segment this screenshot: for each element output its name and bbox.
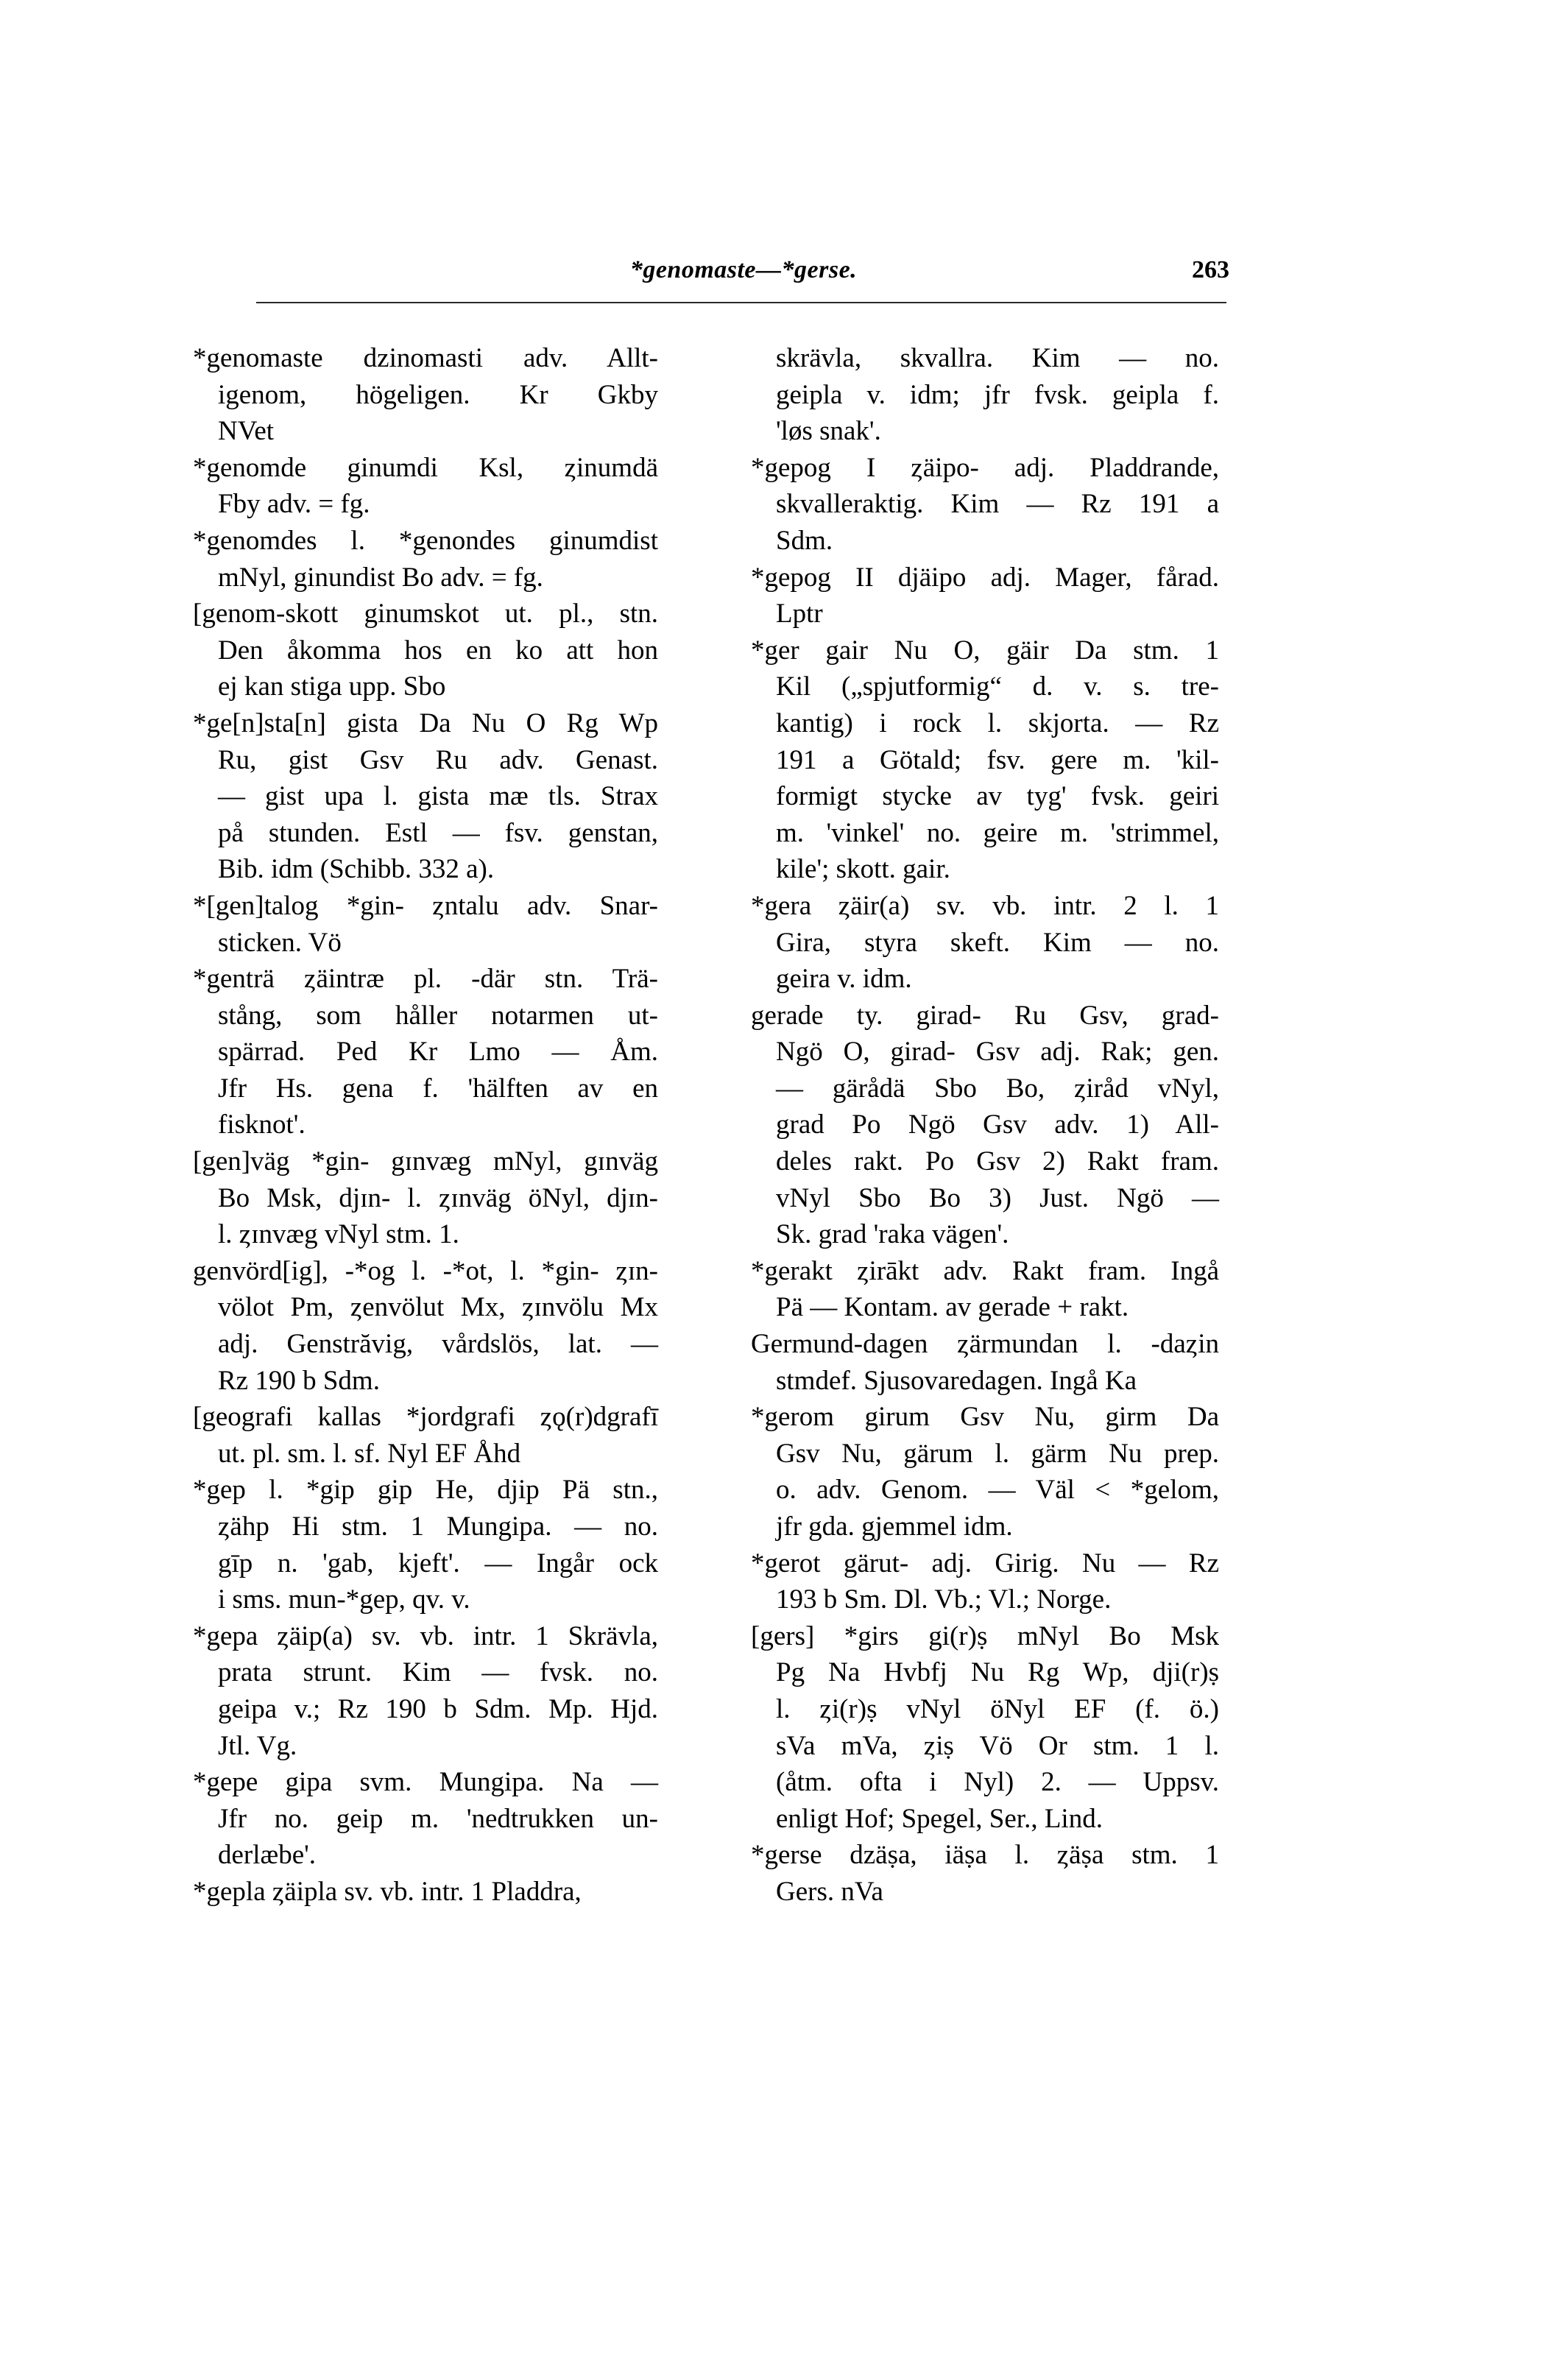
entry-line: Gers. nVa — [776, 1876, 883, 1907]
entry-line: Ngö O, girad- Gsv adj. Rak; gen. — [776, 1037, 1219, 1068]
entry-line: — gist upa l. gista mæ tls. Strax — [218, 781, 658, 812]
entry-line: formigt stycke av tyg' fvsk. geiri — [776, 781, 1219, 812]
entry-line: m. 'vinkel' no. geire m. 'strimmel, — [776, 817, 1219, 848]
entry-line: *gep l. *gip gip He, djip Pä stn., — [193, 1475, 658, 1506]
entry-line: Pä — Kontam. av gerade + rakt. — [776, 1292, 1129, 1323]
entry-line: stång, som håller notarmen ut- — [218, 1000, 658, 1031]
entry-line: Lptr — [776, 599, 823, 629]
page-number: 263 — [1192, 256, 1229, 283]
entry-line: deles rakt. Po Gsv 2) Rakt fram. — [776, 1146, 1219, 1177]
entry-line: Pg Na Hvbfj Nu Rg Wp, dji(r)ṣ — [776, 1657, 1219, 1688]
entry-line: vNyl Sbo Bo 3) Just. Ngö — — [776, 1182, 1219, 1213]
right-column — [751, 340, 1219, 1911]
entry-line: *genträ ȥäintræ pl. -där stn. Trä- — [193, 964, 658, 995]
entry-line: Bib. idm (Schibb. 332 a). — [218, 854, 495, 885]
entry-line: 'løs snak'. — [776, 416, 881, 447]
entry-line: prata strunt. Kim — fvsk. no. — [218, 1657, 658, 1688]
entry-line: *genomdes l. *genondes ginumdist — [193, 525, 658, 556]
entry-line: stmdef. Sjusovaredagen. Ingå Ka — [776, 1365, 1137, 1396]
entry-line: geira v. idm. — [776, 964, 912, 995]
entry-line: Gira, styra skeft. Kim — no. — [776, 927, 1219, 958]
entry-line: genvörd[ig], -*og l. -*ot, l. *gin- ȥɪn- — [193, 1255, 658, 1286]
entry-line: *gepog II djäipo adj. Mager, fårad. — [751, 562, 1219, 593]
entry-line: Jtl. Vg. — [218, 1730, 297, 1761]
entry-line: *gepla ȥäipla sv. vb. intr. 1 Pladdra, — [193, 1876, 582, 1907]
entry-line: geipla v. idm; jfr fvsk. geipla f. — [776, 379, 1219, 410]
entry-line: [gers] *girs gi(r)ṣ mNyl Bo Msk — [751, 1620, 1219, 1651]
entry-line: *gepe gipa svm. Mungipa. Na — — [193, 1767, 658, 1798]
entry-line: Jfr Hs. gena f. 'hälften av en — [218, 1073, 658, 1104]
entry-line: ȥähp Hi stm. 1 Mungipa. — no. — [218, 1511, 658, 1542]
header-rule — [256, 302, 1226, 303]
entry-line: derlæbe'. — [218, 1840, 317, 1871]
entry-line: gerade ty. girad- Ru Gsv, grad- — [751, 1000, 1219, 1031]
entry-line: *ge[n]sta[n] gista Da Nu O Rg Wp — [193, 708, 658, 738]
entry-line: Den åkomma hos en ko att hon — [218, 635, 658, 666]
entry-line: skvalleraktig. Kim — Rz 191 a — [776, 489, 1219, 520]
entry-line: o. adv. Genom. — Väl < *gelom, — [776, 1475, 1219, 1506]
entry-line: l. ȥi(r)ṣ vNyl öNyl EF (f. ö.) — [776, 1693, 1219, 1724]
entry-line: Germund-dagen ȥärmundan l. -daȥin — [751, 1329, 1219, 1360]
entry-line: Rz 190 b Sdm. — [218, 1365, 380, 1396]
entry-line: enligt Hof; Spegel, Ser., Lind. — [776, 1803, 1103, 1834]
entry-line: 191 a Götald; fsv. gere m. 'kil- — [776, 744, 1219, 775]
entry-line: völot Pm, ȥenvölut Mx, ȥɪnvölu Mx — [218, 1292, 658, 1323]
entry-line: Ru, gist Gsv Ru adv. Genast. — [218, 744, 658, 775]
entry-line: *[gen]talog *gin- ȥntalu adv. Snar- — [193, 890, 658, 921]
entry-line: Kil („spjutformig“ d. v. s. tre- — [776, 671, 1219, 702]
entry-line: Gsv Nu, gärum l. gärm Nu prep. — [776, 1438, 1219, 1469]
entry-line: Fby adv. = fg. — [218, 489, 370, 520]
entry-line: geipa v.; Rz 190 b Sdm. Mp. Hjd. — [218, 1693, 658, 1724]
entry-line: Jfr no. geip m. 'nedtrukken un- — [218, 1803, 658, 1834]
entry-line: sticken. Vö — [218, 927, 342, 958]
entry-line: kile'; skott. gair. — [776, 854, 950, 885]
entry-line: l. ȥɪnvæg vNyl stm. 1. — [218, 1219, 459, 1250]
entry-line: adj. Genstrăvig, vårdslös, lat. — — [218, 1329, 658, 1360]
entry-line: i sms. mun-*gep, qv. v. — [218, 1584, 470, 1615]
entry-line: kantig) i rock l. skjorta. — Rz — [776, 708, 1219, 738]
entry-line: Sdm. — [776, 525, 833, 556]
entry-line: ej kan stiga upp. Sbo — [218, 671, 446, 702]
entry-line: *genomde ginumdi Ksl, ȥinumdä — [193, 452, 658, 483]
entry-line: jfr gda. gjemmel idm. — [776, 1511, 1013, 1542]
entry-line: *gerse dzäṣa, iäṣa l. ȥäṣa stm. 1 — [751, 1840, 1219, 1871]
entry-line: *gerakt ȥirākt adv. Rakt fram. Ingå — [751, 1255, 1219, 1286]
entry-line: Sk. grad 'raka vägen'. — [776, 1219, 1009, 1250]
entry-line: på stunden. Estl — fsv. genstan, — [218, 817, 658, 848]
entry-line: grad Po Ngö Gsv adv. 1) All- — [776, 1110, 1219, 1140]
entry-line: mNyl, ginundist Bo adv. = fg. — [218, 562, 543, 593]
entry-line: Bo Msk, djɪn- l. ȥɪnväg öNyl, djɪn- — [218, 1182, 658, 1213]
entry-line: sVa mVa, ȥiṣ Vö Or stm. 1 l. — [776, 1730, 1219, 1761]
entry-line: ut. pl. sm. l. sf. Nyl EF Åhd — [218, 1438, 521, 1469]
entry-line: *gepog I ȥäipo- adj. Pladdrande, — [751, 452, 1219, 483]
entry-line: gīp n. 'gab, kjeft'. — Ingår ock — [218, 1548, 658, 1578]
entry-line: *gerot gärut- adj. Girig. Nu — Rz — [751, 1548, 1219, 1578]
entry-line: [geografi kallas *jordgrafi ȥǫ(r)dgrafī — [193, 1402, 658, 1433]
entry-line: spärrad. Ped Kr Lmo — Åm. — [218, 1037, 658, 1068]
entry-line: [gen]väg *gin- gɪnvæg mNyl, gɪnväg — [193, 1146, 658, 1177]
entry-line: [genom-skott ginumskot ut. pl., stn. — [193, 599, 658, 629]
entry-line: fisknot'. — [218, 1110, 306, 1140]
running-head-title: *genomaste—*gerse. — [629, 256, 858, 283]
entry-line: *gepa ȥäip(a) sv. vb. intr. 1 Skrävla, — [193, 1620, 658, 1651]
entry-line: — gärådä Sbo Bo, ȥiråd vNyl, — [776, 1073, 1219, 1104]
entry-line: *ger gair Nu O, gäir Da stm. 1 — [751, 635, 1219, 666]
entry-line: 193 b Sm. Dl. Vb.; Vl.; Norge. — [776, 1584, 1112, 1615]
left-column — [193, 340, 658, 1911]
entry-line: *gerom girum Gsv Nu, girm Da — [751, 1402, 1219, 1433]
running-head — [0, 256, 1568, 293]
entry-line: igenom, högeligen. Kr Gkby — [218, 379, 658, 410]
entry-line: skrävla, skvallra. Kim — no. — [776, 343, 1219, 373]
entry-line: *genomaste dzinomasti adv. Allt- — [193, 343, 658, 373]
entry-line: *gera ȥäir(a) sv. vb. intr. 2 l. 1 — [751, 890, 1219, 921]
entry-line: (åtm. ofta i Nyl) 2. — Uppsv. — [776, 1767, 1219, 1798]
entry-line: NVet — [218, 416, 275, 447]
